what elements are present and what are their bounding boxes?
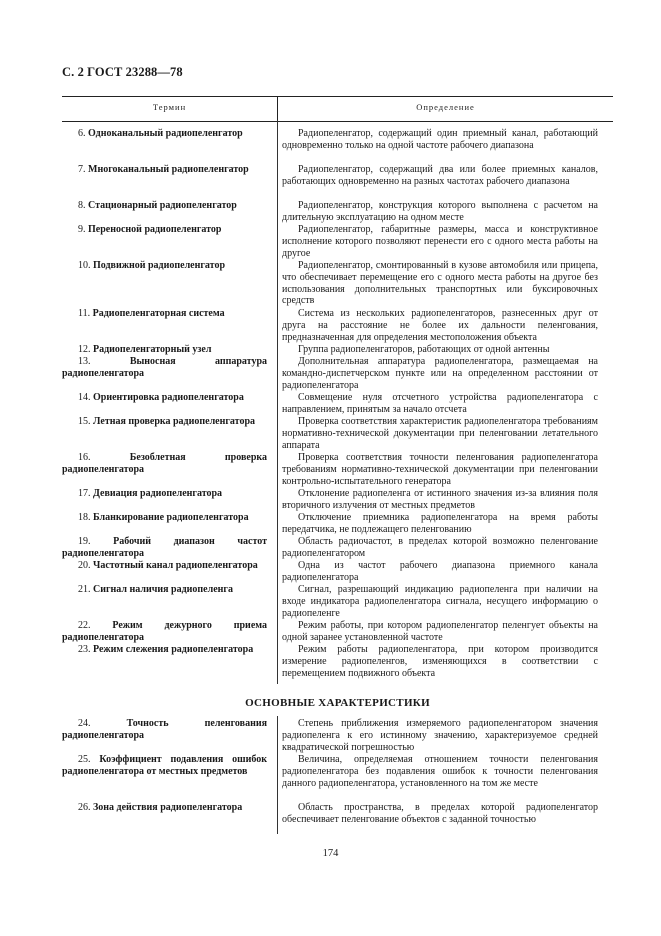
term: 21. Сигнал наличия радиопеленга [78, 584, 233, 595]
term: 10. Подвижной радиопеленгатор [78, 260, 226, 271]
definition: Радиопеленгатор, габаритные размеры, масса и конструктивное исполнение которого позволяют перенести его с одного места работы на другое [282, 224, 598, 259]
definition: Одна из частот рабочего диапазона приемного канала радиопеленгатора [282, 560, 598, 583]
definition: Степень приближения измеряемого радиопеленгатором значения радиопеленга к его истинному значению, характеризуемое средней квадратической погрешностью [282, 718, 598, 753]
term: 9. Переносной радиопеленгатор [78, 224, 222, 235]
term: 25. Коэффициент подавления ошибок радиопеленгатора от местных предметов [62, 754, 268, 777]
page-header: С. 2 ГОСТ 23288—78 [62, 65, 183, 79]
term: 18. Бланкирование радиопеленгатора [78, 512, 249, 523]
table-header [62, 96, 613, 122]
term: 7. Многоканальный радиопеленгатор [78, 164, 249, 175]
term: 24. Точность пеленгования радиопеленгатора [62, 718, 268, 741]
term: 12. Радиопеленгаторный узел [78, 344, 212, 355]
definition: Область пространства, в пределах которой радиопеленгатор обеспечивает пеленгование объектов с заданной точностью [282, 802, 598, 825]
column-divider [277, 716, 278, 834]
column-header-definition: Определение [416, 102, 475, 112]
definition: Проверка соответствия характеристик радиопеленгатора требованиям нормативно-технической документации при пеленговании летательного аппарата [282, 416, 598, 451]
term: 14. Ориентировка радиопеленгатора [78, 392, 244, 403]
definition: Величина, определяемая отношением точности пеленгования радиопеленгатора без подавления ошибок к точности пеленгования данного радиопеленгатора, установленного на том же месте [282, 754, 598, 789]
definition: Совмещение нуля отсчетного устройства радиопеленгатора с направлением, принятым за начало отсчета [282, 392, 598, 415]
section-title: ОСНОВНЫЕ ХАРАКТЕРИСТИКИ [245, 697, 430, 709]
definition: Сигнал, разрешающий индикацию радиопеленга при наличии на входе индикатора радиопеленгатора сигнала, несущего информацию о радиопеленге [282, 584, 598, 619]
definition: Система из нескольких радиопеленгаторов, разнесенных друг от друга на расстояние не более их дальности пеленгования, предназначенная для определения местоположения объекта [282, 308, 598, 343]
definition: Отключение приемника радиопеленгатора на время работы передатчика, не подлежащего пеленгованию [282, 512, 598, 535]
definition: Отклонение радиопеленга от истинного значения из-за влияния поля вторичного излучения от местных предметов [282, 488, 598, 511]
column-divider [277, 120, 278, 684]
definition: Область радиочастот, в пределах которой возможно пеленгование радиопеленгатором [282, 536, 598, 559]
term: 15. Летная проверка радиопеленгатора [78, 416, 256, 427]
term: 22. Режим дежурного приема радиопеленгатора [62, 620, 267, 643]
term: 19. Рабочий диапазон частот радиопеленгатора [62, 536, 267, 559]
definition: Режим работы радиопеленгатора, при котором производится измерение радиопеленгов, изменяющихся в соответствии с перемещением подвижного объекта [282, 644, 598, 679]
definition: Радиопеленгатор, конструкция которого выполнена с расчетом на длительную эксплуатацию на одном месте [282, 200, 598, 223]
term: 11. Радиопеленгаторная система [78, 308, 225, 319]
term: 16. Безоблетная проверка радиопеленгатора [62, 452, 268, 475]
term: 17. Девиация радиопеленгатора [78, 488, 223, 499]
definition: Режим работы, при котором радиопеленгатор пеленгует объекты на одной заранее установленной частоте [282, 620, 598, 643]
definition: Радиопеленгатор, содержащий два или более приемных каналов, работающих одновременно на разных частотах рабочего диапазона [282, 164, 598, 187]
term: 20. Частотный канал радиопеленгатора [78, 560, 258, 571]
definition: Группа радиопеленгаторов, работающих от одной антенны [298, 344, 550, 355]
definition: Радиопеленгатор, содержащий один приемный канал, работающий одновременно только на одной частоте рабочего диапазона [282, 128, 598, 151]
column-header-term: Термин [152, 102, 187, 112]
term: 26. Зона действия радиопеленгатора [78, 802, 243, 813]
page-number: 174 [322, 848, 339, 859]
term: 6. Одноканальный радиопеленгатор [78, 128, 243, 139]
term: 8. Стационарный радиопеленгатор [78, 200, 237, 211]
term: 13. Выносная аппаратура радиопеленгатора [62, 356, 268, 379]
definition: Дополнительная аппаратура радиопеленгатора, размещаемая на командно-диспетчерском пункте или на определенном расстоянии от радиопеленгатора [282, 356, 598, 391]
definition: Радиопеленгатор, смонтированный в кузове автомобиля или прицепа, что обеспечивает перемещение его с одного места работы на другое без использования дополнительных транспортных или буксировочных средств [282, 260, 598, 307]
definition: Проверка соответствия точности пеленгования радиопеленгатора требованиям нормативно-технической документации при пеленговании контрольно-испытательного генератора [282, 452, 598, 487]
term: 23. Режим слежения радиопеленгатора [78, 644, 254, 655]
